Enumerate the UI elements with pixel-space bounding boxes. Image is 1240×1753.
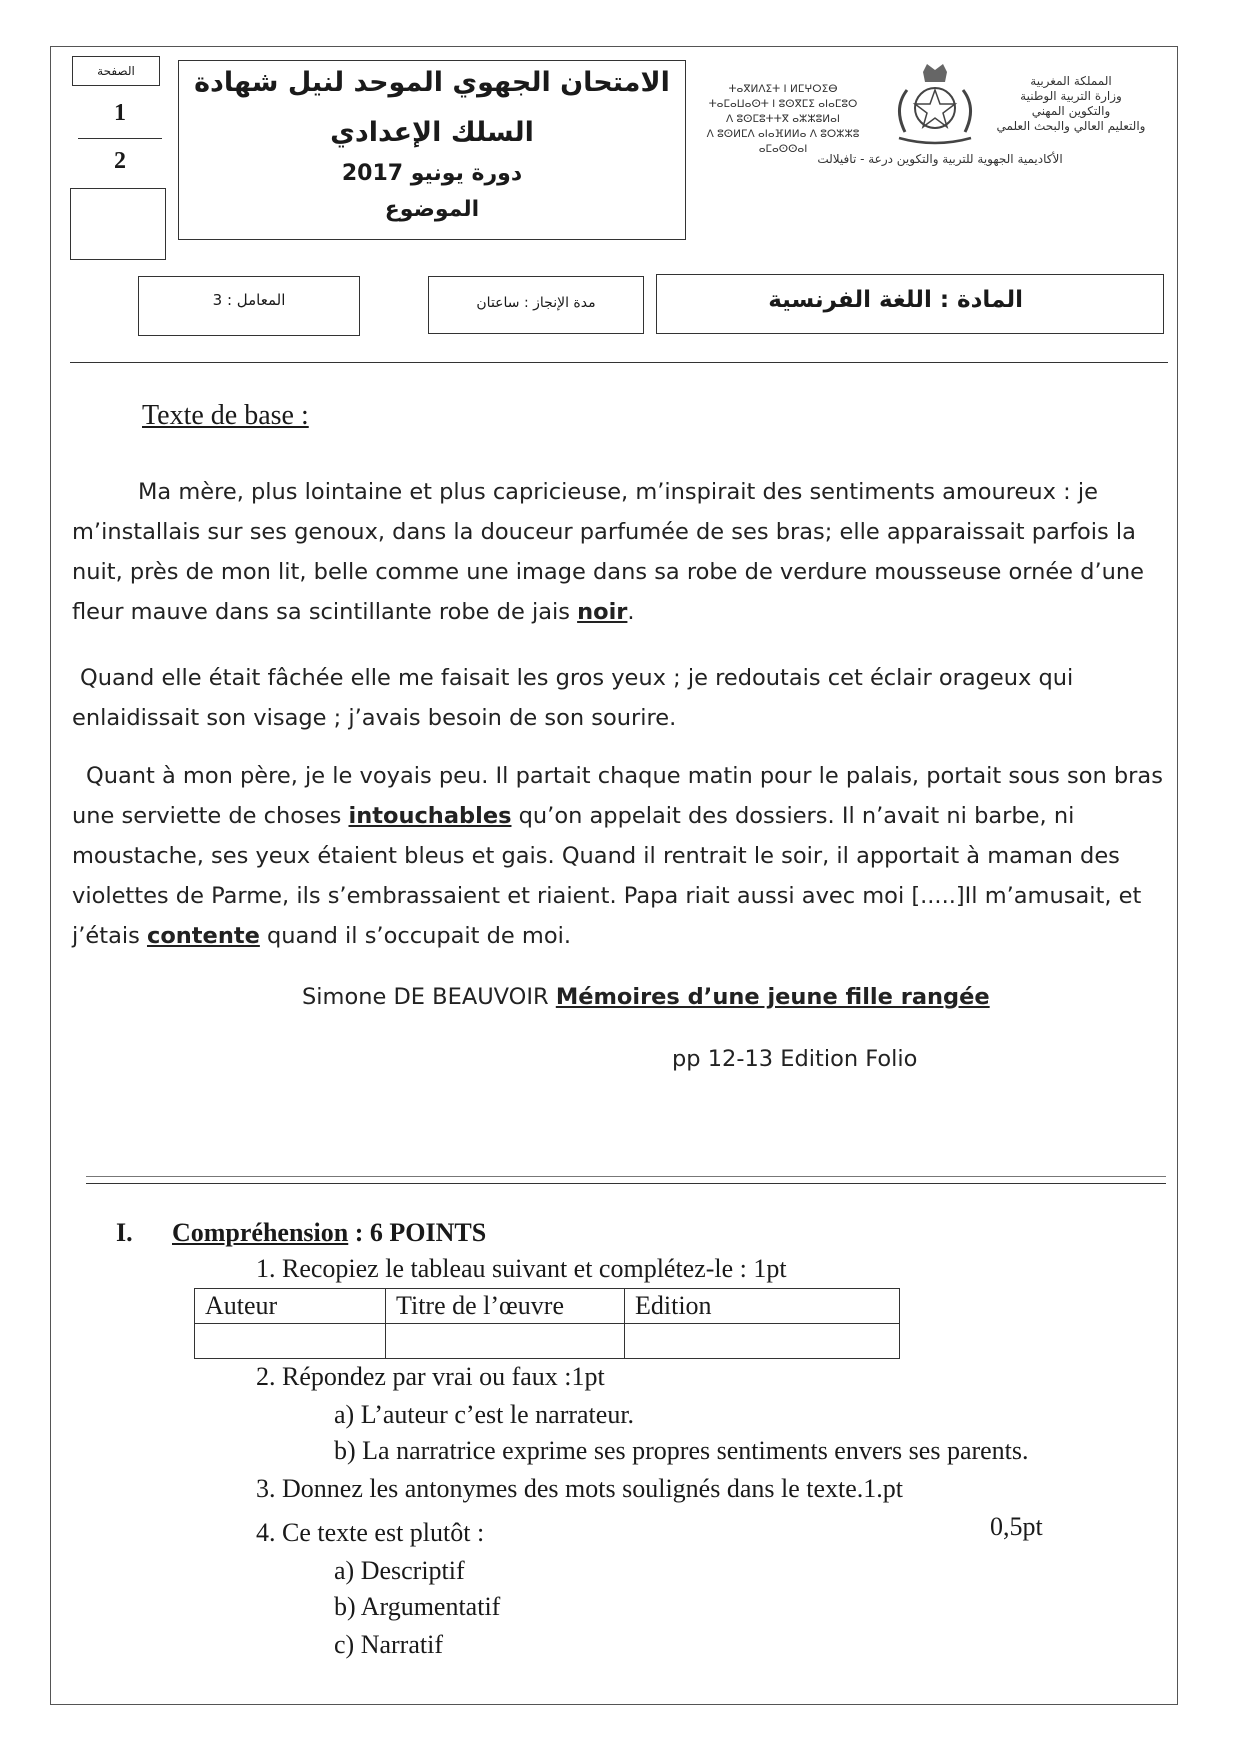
tifinagh-line-3: ⴷ ⵓⵙⵎⵓⵜⵜⴳ ⴰⵣⵣⵓⵍⴰⵏ	[726, 113, 840, 125]
question-2b: b) La narratrice exprime ses propres sentiments envers ses parents.	[334, 1436, 1029, 1465]
underlined-word-noir: noir	[577, 599, 628, 625]
exam-title-line1: الامتحان الجهوي الموحد لنيل شهادة	[194, 67, 670, 98]
tifinagh-block	[688, 82, 878, 157]
paragraph-1	[72, 472, 1168, 632]
paragraph-3-text-c: quand il s’occupait de moi.	[259, 923, 571, 949]
tifinagh-line-2: ⵜⴰⵎⴰⵡⴰⵙⵜ ⵏ ⵓⵙⴳⵎⵉ ⴰⵏⴰⵎⵓⵔ	[708, 98, 858, 110]
ministry-line-3: والتكوين المهني	[1031, 104, 1111, 118]
answer-table	[194, 1288, 900, 1359]
section-points: : 6 POINTS	[348, 1218, 487, 1247]
question-2: 2. Répondez par vrai ou faux :1pt	[256, 1362, 605, 1391]
page-fraction-line	[78, 138, 162, 139]
tifinagh-line-1: ⵜⴰⴳⵍⴷⵉⵜ ⵏ ⵍⵎⵖⵔⵉⴱ	[728, 83, 838, 95]
section-title: Compréhension	[172, 1218, 349, 1247]
academy-line: الأكاديمية الجهوية للتربية والتكوين درعة - تافيلالت	[817, 152, 1063, 166]
question-4-points: 0,5pt	[990, 1512, 1043, 1541]
text-heading: Texte de base :	[142, 400, 309, 431]
table-header-row	[195, 1289, 900, 1324]
source-line	[302, 984, 990, 1010]
header-divider	[70, 362, 1168, 363]
question-4b: b) Argumentatif	[334, 1592, 501, 1621]
duration-text: مدة الإنجاز : ساعتان	[476, 295, 596, 311]
table-header-author: Auteur	[195, 1289, 386, 1324]
grade-box	[70, 188, 166, 260]
paragraph-3-text-a: Quant à mon père, je le voyais peu. Il partait chaque matin pour le palais, portait sous son bras une serviette de choses	[72, 763, 1163, 829]
ministry-line-1: المملكة المغربية	[1030, 74, 1112, 88]
section-heading	[172, 1218, 486, 1248]
table-cell-edition[interactable]	[625, 1324, 900, 1359]
subject-text: المادة : اللغة الفرنسية	[768, 287, 1023, 313]
paragraph-2: Quand elle était fâchée elle me faisait les gros yeux ; je redoutais cet éclair orageux qui enlaidissait son visage ; j’avais besoin de son sourire.	[72, 665, 1074, 731]
table-cell-author[interactable]	[195, 1324, 386, 1359]
page-current: 1	[114, 100, 126, 126]
subject-box	[656, 274, 1164, 334]
ministry-line-4: والتعليم العالي والبحث العلمي	[996, 119, 1146, 133]
table-header-title: Titre de l’œuvre	[386, 1289, 625, 1324]
coefficient-box	[138, 276, 360, 336]
table-answer-row	[195, 1324, 900, 1359]
ministry-block	[980, 74, 1162, 134]
exam-title-box	[178, 60, 686, 240]
paragraph-1-text: Ma mère, plus lointaine et plus capricieuse, m’inspirait des sentiments amoureux : je m’installais sur ses genoux, dans la douceur parfumée de ses bras; elle apparaissait parfois la nuit, près de mon lit, belle comme une image dans sa robe de verdure mousseuse ornée d’une fleur mauve dans sa scintillante robe de jais	[72, 479, 1144, 625]
source-edition: pp 12-13 Edition Folio	[672, 1046, 918, 1072]
section-numeral: I.	[116, 1218, 133, 1247]
question-1: 1. Recopiez le tableau suivant et complétez-le : 1pt	[256, 1254, 787, 1283]
exam-subject-label: الموضوع	[384, 197, 480, 222]
page-label: الصفحة	[97, 64, 135, 78]
question-2a: a) L’auteur c’est le narrateur.	[334, 1400, 635, 1429]
page-total: 2	[114, 148, 126, 174]
page-label-box	[72, 56, 160, 86]
tifinagh-line-4: ⴷ ⵓⵙⵍⵎⴷ ⴰⵏⴰⴼⵍⵍⴰ ⴷ ⵓⵔⵣⵣⵓ ⴰⵎⴰⵙⵙⴰⵏ	[706, 128, 860, 155]
duration-box	[428, 276, 644, 334]
royal-emblem-icon	[885, 60, 985, 150]
ministry-line-2: وزارة التربية الوطنية	[1020, 89, 1122, 103]
question-4a: a) Descriptif	[334, 1556, 465, 1585]
question-4: 4. Ce texte est plutôt :	[256, 1518, 485, 1547]
coefficient-text: المعامل : 3	[212, 291, 286, 309]
underlined-word-intouchables: intouchables	[348, 803, 512, 829]
source-book-title: Mémoires d’une jeune fille rangée	[555, 984, 990, 1010]
underlined-word-contente: contente	[146, 923, 260, 949]
question-3: 3. Donnez les antonymes des mots soulignés dans le texte.1.pt	[256, 1474, 904, 1503]
exam-title-line2: السلك الإعدادي	[330, 117, 534, 148]
question-4c: c) Narratif	[334, 1630, 443, 1659]
exam-session: دورة يونيو 2017	[341, 161, 523, 186]
source-author: Simone DE BEAUVOIR	[302, 984, 556, 1010]
paragraph-1-end: .	[627, 599, 635, 625]
section-divider	[86, 1176, 1166, 1184]
paragraph-3	[72, 756, 1168, 956]
table-cell-title[interactable]	[386, 1324, 625, 1359]
table-header-edition: Edition	[625, 1289, 900, 1324]
paragraph-3-text-b: qu’on appelait des dossiers. Il n’avait ni barbe, ni moustache, ses yeux étaient bleus et gais. Quand il rentrait le soir, il apportait à maman des violettes de Parme, ils s’embrassaient et riaient. Papa riait aussi avec moi [.....]Il m’amusait, et j’étais	[72, 803, 1142, 949]
